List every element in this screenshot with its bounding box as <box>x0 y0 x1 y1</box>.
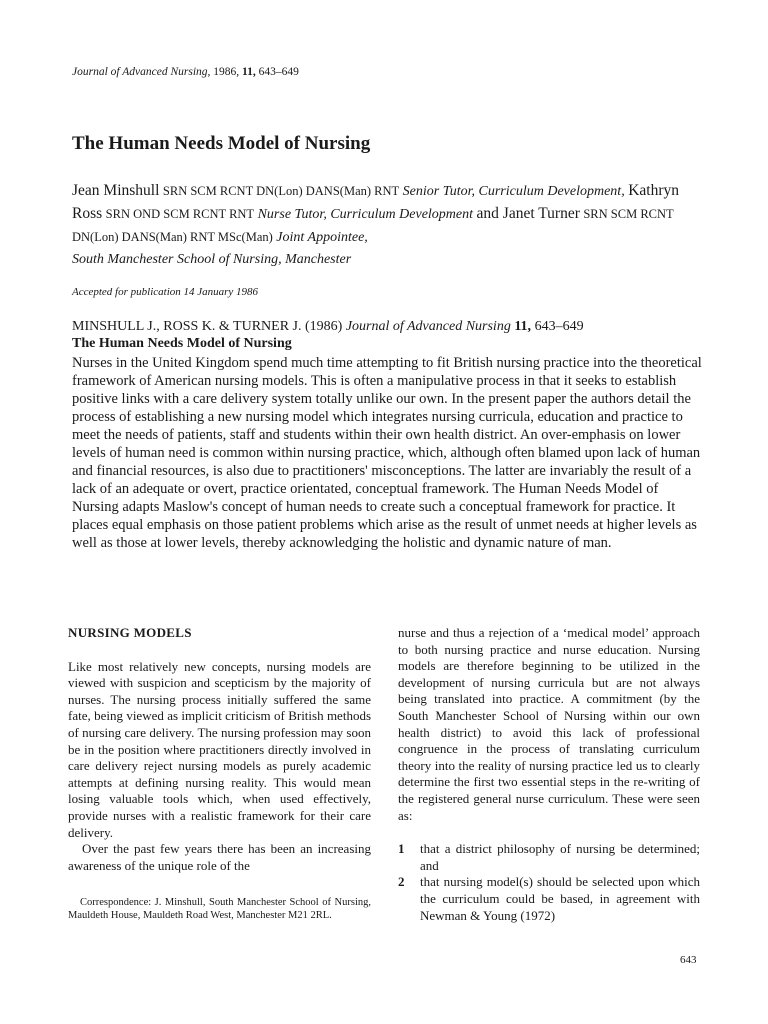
accepted-date: Accepted for publication 14 January 1986 <box>72 286 259 298</box>
author-role: Joint Appointee, <box>276 230 368 245</box>
author-affiliation: South Manchester School of Nursing, Manchester <box>72 252 352 267</box>
right-column <box>398 625 700 924</box>
citation-pages: 643–649 <box>534 319 584 334</box>
journal-volume: 11, <box>242 66 256 78</box>
numbered-list <box>398 841 700 924</box>
article-title: The Human Needs Model of Nursing <box>72 133 371 154</box>
list-text: that a district philosophy of nursing be determined; and <box>420 841 700 873</box>
body-paragraph: Over the past few years there has been an increasing awareness of the unique role of the <box>68 841 371 873</box>
journal-name: Journal of Advanced Nursing, <box>72 66 211 78</box>
section-heading: NURSING MODELS <box>68 625 192 640</box>
abstract-title: The Human Needs Model of Nursing <box>72 336 292 351</box>
citation-authors: MINSHULL J., ROSS K. & TURNER J. (1986) <box>72 319 343 334</box>
page-number: 643 <box>680 954 697 966</box>
author-qualifications: SRN SCM RCNT DN(Lon) DANS(Man) RNT <box>162 184 400 198</box>
list-text: that nursing model(s) should be selected upon which the curriculum could be based, in agreement with Newman & Young (1972) <box>420 874 700 923</box>
author-qualifications: SRN OND SCM RCNT RNT <box>105 207 255 221</box>
citation-journal: Journal of Advanced Nursing <box>345 319 511 334</box>
left-column <box>68 625 371 874</box>
list-item <box>398 841 700 874</box>
author-name: Jean Minshull <box>72 182 160 199</box>
list-item <box>398 874 700 924</box>
body-paragraph: Like most relatively new concepts, nursing models are viewed with suspicion and scepticism by the majority of nurses. The nursing process initially suffered the same fate, being viewed as implicit criticism of British methods of nursing care delivery. The nursing profession may soon be in the position where practitioners directly involved in care delivery reject nursing models as purely academic attempts at defining nursing reality. This would mean losing valuable tools which, when used effectively, provide nurses with a realistic framework for their care delivery. <box>68 658 371 840</box>
author-name: Kathryn Ross <box>72 182 679 222</box>
abstract-text: Nurses in the United Kingdom spend much time attempting to fit British nursing practice into the theoretical framework of American nursing models. This is often a manipulative process in that it seeks to establish positive links with a care delivery system totally unlike our own. In the present paper the authors detail the process of establishing a new nursing model which integrates nursing curricula, education and practice to meet the needs of patients, staff and students within their own health district. An over-emphasis on lower levels of human need is common within nursing practice, which, although often blamed upon lack of human and financial resources, is also due to practitioners' misconceptions. The latter are invariably the result of a lack of an adequate or overt, practice orientated, conceptual framework. The Human Needs Model of Nursing adapts Maslow's concept of human needs to create such a conceptual framework for practice. It places equal emphasis on those patient problems which arise as the result of unmet needs at higher levels as well as those at lower levels, thereby acknowledging the holistic and dynamic nature of man. <box>72 355 702 551</box>
author-role: Senior Tutor, Curriculum Development, <box>402 184 625 199</box>
journal-year: 1986, <box>213 66 240 78</box>
author-block <box>72 180 712 271</box>
list-number: 1 <box>398 841 405 857</box>
body-paragraph: nurse and thus a rejection of a ‘medical model’ approach to both nursing practice and nurse education. Nursing models are therefore beginning to be utilized in the development of nursing curricula but are not always being translated into practice. A commitment (by the South Manchester School of Nursing within our own health district) to avoid this lack of professional congruence in the process of translating curriculum theory into the reality of nursing practice led us to clearly determine the first two essential steps in the re-writing of the registered general nurse curriculum. These were seen as: <box>398 625 700 823</box>
list-number: 2 <box>398 874 405 890</box>
journal-pages: 643–649 <box>258 66 299 78</box>
author-name: and Janet Turner <box>476 205 580 222</box>
author-role: Nurse Tutor, Curriculum Development <box>257 207 474 222</box>
author-qualifications: SRN SCM RCNT DN(Lon) DANS(Man) RNT MSc(Man) <box>72 207 674 244</box>
citation-line <box>72 318 712 336</box>
running-head <box>72 66 299 78</box>
correspondence-footnote: Correspondence: J. Minshull, South Manchester School of Nursing, Mauldeth House, Mauldeth Road West, Manchester M21 2RL. <box>68 897 371 921</box>
citation-volume: 11, <box>514 319 532 334</box>
